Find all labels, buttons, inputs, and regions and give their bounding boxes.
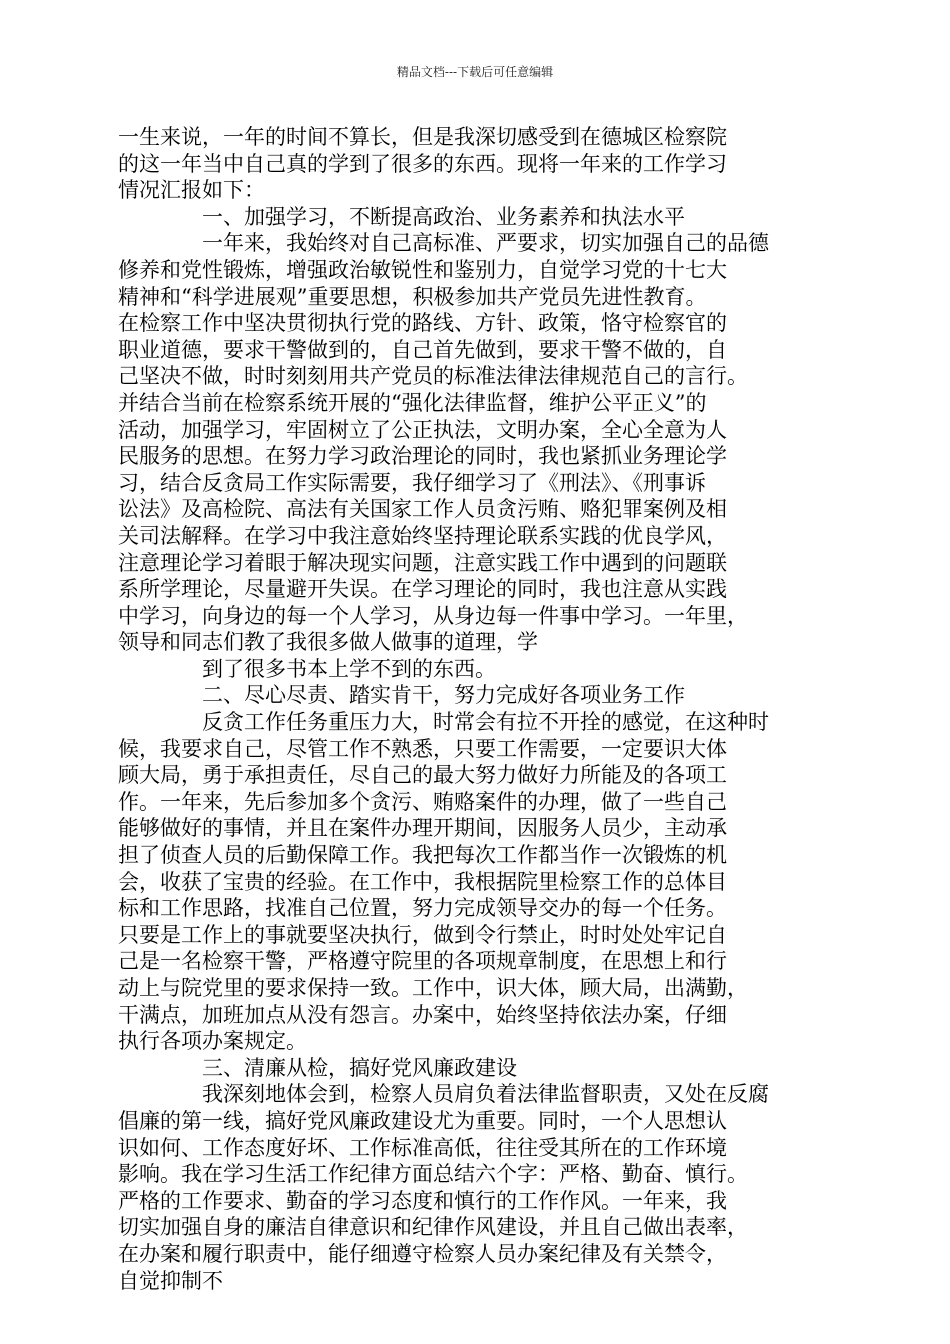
text-line: 动上与院党里的要求保持一致。工作中，识大体，顾大局，出满勤， <box>118 976 748 1000</box>
text-line: 并结合当前在检察系统开展的“强化法律监督，维护公平正义”的 <box>118 390 707 415</box>
text-line: 一生来说，一年的时间不算长，但是我深切感受到在德城区检察院 <box>118 125 727 149</box>
text-line: 担了侦查人员的后勤保障工作。我把每次工作都当作一次锻炼的机 <box>118 843 727 868</box>
text-line: 候，我要求自己，尽管工作不熟悉，只要工作需要，一定要识大体 <box>118 736 727 761</box>
text-line: 在办案和履行职责中，能仔细遵守检察人员办案纪律及有关禁令， <box>118 1241 727 1266</box>
text-line: 活动，加强学习，牢固树立了公正执法，文明办案，全心全意为人 <box>118 417 727 442</box>
text-line: 反贪工作任务重压力大，时常会有拉不开拴的感觉，在这种时 <box>202 710 769 735</box>
text-line: 倡廉的第一线，搞好党风廉政建设尤为重要。同时，一个人思想认 <box>118 1108 727 1133</box>
text-line: 习，结合反贪局工作实际需要，我仔细学习了《刑法》、《刑事诉 <box>118 470 706 495</box>
text-line: 精神和“科学进展观”重要思想，积极参加共产党员先进性教育。 <box>118 284 707 309</box>
text-line: 到了很多书本上学不到的东西。 <box>202 656 496 681</box>
text-line: 切实加强自身的廉洁自律意识和纪律作风建设，并且自己做出表率， <box>118 1215 748 1240</box>
text-line: 一、加强学习，不断提高政治、业务素养和执法水平 <box>202 204 685 229</box>
text-line: 的这一年当中自己真的学到了很多的东西。现将一年来的工作学习 <box>118 151 727 176</box>
text-line: 一年来，我始终对自己高标准、严要求，切实加强自己的品德 <box>202 231 769 256</box>
text-line: 会，收获了宝贵的经验。在工作中，我根据院里检察工作的总体目 <box>118 869 727 894</box>
text-line: 讼法》及高检院、高法有关国家工作人员贪污贿、赂犯罪案例及相 <box>118 497 727 522</box>
text-line: 己是一名检察干警，严格遵守院里的各项规章制度，在思想上和行 <box>118 949 727 974</box>
text-line: 己坚决不做，时时刻刻用共产党员的标准法律法律规范自己的言行。 <box>118 364 748 389</box>
text-line: 职业道德，要求干警做到的，自己首先做到，要求干警不做的，自 <box>118 337 727 362</box>
page-header: 精品文档---下载后可任意编辑 <box>396 65 554 79</box>
text-line: 我深刻地体会到，检察人员肩负着法律监督职责，又处在反腐 <box>202 1082 769 1107</box>
text-line: 修养和党性锻炼，增强政治敏锐性和鉴别力，自觉学习党的十七大 <box>118 257 727 282</box>
text-line: 作。一年来，先后参加多个贪污、贿赂案件的办理，做了一些自己 <box>118 789 727 814</box>
text-line: 三、清廉从检，搞好党风廉政建设 <box>202 1055 517 1080</box>
text-line: 二、尽心尽责、踏实肯干，努力完成好各项业务工作 <box>202 683 685 708</box>
text-line: 顾大局，勇于承担责任，尽自己的最大努力做好力所能及的各项工 <box>118 763 727 788</box>
text-line: 领导和同志们教了我很多做人做事的道理，学 <box>118 630 538 655</box>
text-line: 执行各项办案规定。 <box>118 1029 307 1054</box>
text-line: 系所学理论，尽量避开失误。在学习理论的同时，我也注意从实践 <box>118 577 727 602</box>
text-line: 中学习，向身边的每一个人学习，从身边每一件事中学习。一年里， <box>118 603 748 628</box>
text-line: 识如何、工作态度好坏、工作标准高低，往往受其所在的工作环境 <box>118 1135 727 1160</box>
text-line: 注意理论学习着眼于解决现实问题，注意实践工作中遇到的问题联 <box>118 550 727 575</box>
text-line: 影响。我在学习生活工作纪律方面总结六个字：严格、勤奋、慎行。 <box>118 1162 748 1187</box>
text-line: 情况汇报如下： <box>118 178 265 203</box>
text-line: 能够做好的事情，并且在案件办理开期间，因服务人员少，主动承 <box>118 816 727 841</box>
text-line: 民服务的思想。在努力学习政治理论的同时，我也紧抓业务理论学 <box>118 444 727 469</box>
text-line: 干满点，加班加点从没有怨言。办案中，始终坚持依法办案，仔细 <box>118 1002 727 1027</box>
text-line: 严格的工作要求、勤奋的学习态度和慎行的工作作风。一年来，我 <box>118 1188 727 1213</box>
text-line: 只要是工作上的事就要坚决执行，做到令行禁止，时时处处牢记自 <box>118 922 727 947</box>
text-line: 在检察工作中坚决贯彻执行党的路线、方针、政策，恪守检察官的 <box>118 311 727 336</box>
text-line: 标和工作思路，找准自己位置，努力完成领导交办的每一个任务。 <box>118 896 727 921</box>
text-line: 关司法解释。在学习中我注意始终坚持理论联系实践的优良学风， <box>118 523 727 548</box>
document-body <box>118 124 830 1294</box>
text-line: 自觉抑制不 <box>118 1268 223 1293</box>
